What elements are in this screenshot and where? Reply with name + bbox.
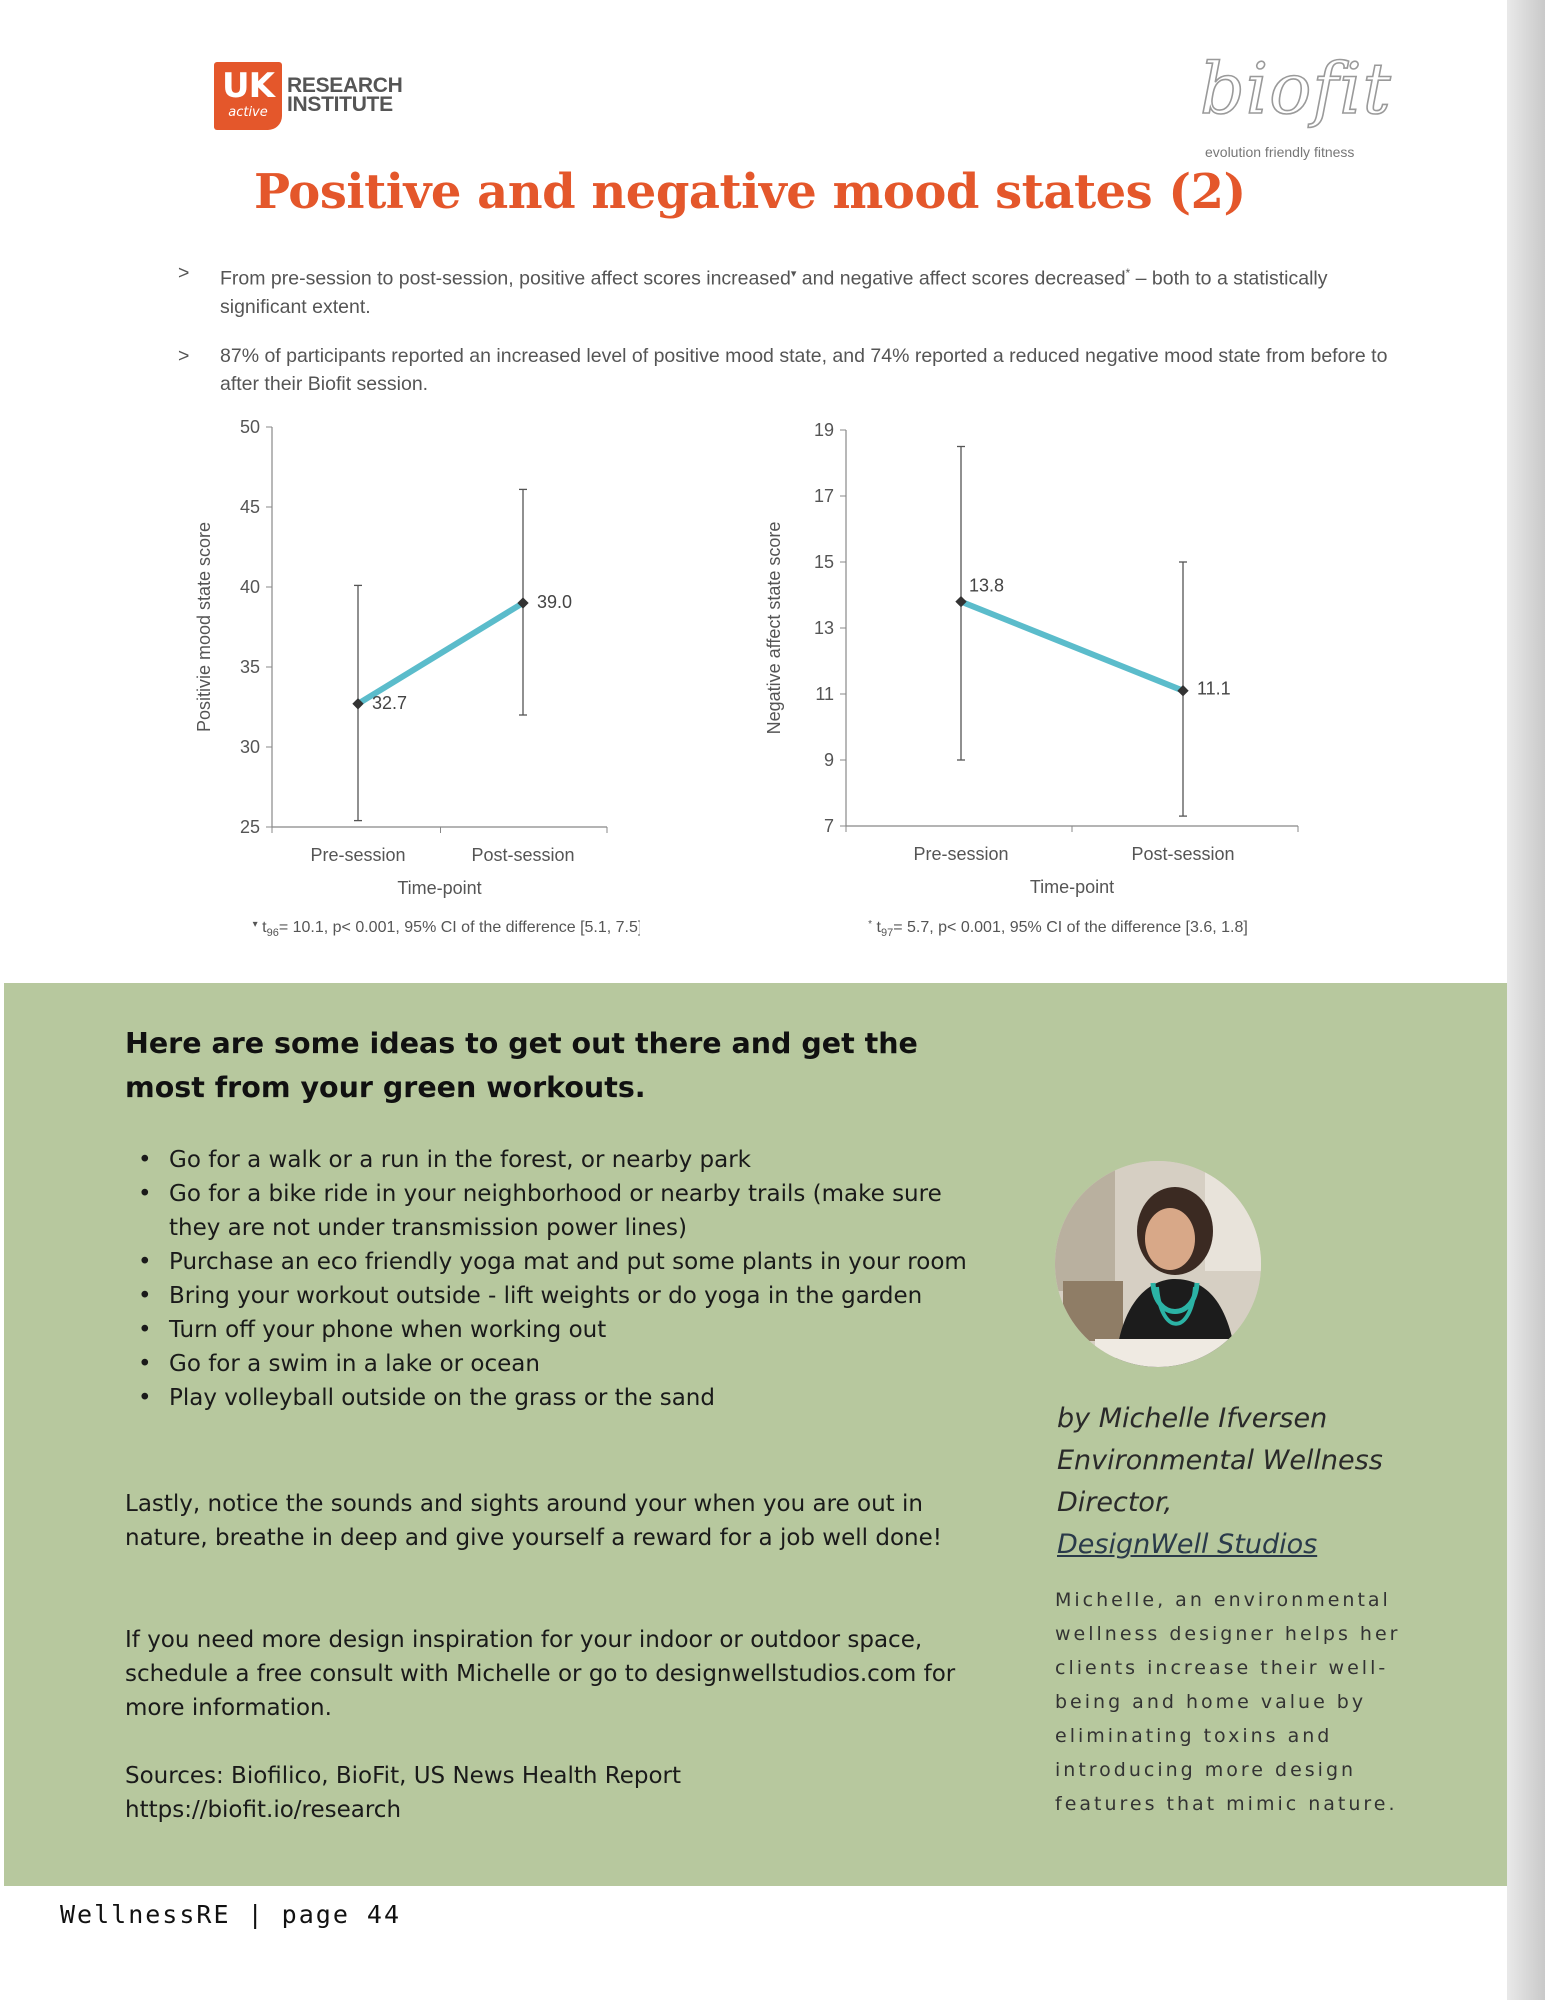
bullet-1-part-a: From pre-session to post-session, positive affect scores increased [220,267,791,290]
y-tick-label: 7 [823,816,834,836]
biofit-tagline: evolution friendly fitness [1205,144,1355,160]
chevron-marker-icon: > [178,345,190,367]
chart-footnote: * $t_{97}= 5.7$, p< 0.001, 95% CI of the difference [3.6, 1.8] [868,919,1248,939]
y-tick-label: 40 [239,577,260,597]
y-tick-label: 19 [813,420,834,440]
byline-director [1057,1482,1383,1566]
triangle-marker-icon: ▾ [790,268,797,280]
x-axis-label: Time-point [1029,877,1115,897]
page-footer: WellnessRE | page 44 [60,1900,402,1929]
chevron-marker-icon: > [178,262,190,284]
idea-item: • Purchase an eco friendly yoga mat and put some plants in your room [138,1245,998,1279]
data-label: 32.7 [372,692,408,713]
y-axis-label: Positivie mood state score [194,521,214,733]
y-tick-label: 25 [239,817,260,837]
inspiration-paragraph: If you need more design inspiration for your indoor or outdoor space, schedule a free consult with Michelle or go to designwellstudios.com for more information. [125,1627,956,1721]
y-tick-label: 30 [239,737,260,757]
y-tick-label: 35 [239,657,260,677]
biofit-logo [1200,48,1392,168]
bullet-text-2: 87% of participants reported an increased level of positive mood state, and 74% reported a reduced negative mood state from before to after their Biofit session. [220,345,1388,395]
y-tick-label: 17 [813,486,834,506]
idea-item: • Bring your workout outside - lift weights or do yoga in the garden [138,1279,998,1313]
sources-paragraph [125,1759,1005,1827]
bullet-point-1 [178,259,1398,321]
bullet-1-part-b: and negative affect scores decreased [801,267,1126,290]
bullet-1-part-c: – both to a statistically significant extent. [220,267,1328,318]
x-tick-label: Post-session [1131,844,1235,864]
x-tick-label: Pre-session [310,845,406,865]
research-link[interactable]: https://biofit.io/research [125,1797,402,1823]
uk-logo-text: UK [222,66,274,106]
bullet-point-2 [178,342,1398,398]
x-tick-label: Pre-session [913,844,1009,864]
sources-line: Sources: Biofilico, BioFit, US News Health Report [125,1763,681,1789]
designwell-studios-link[interactable]: DesignWell Studios [1057,1529,1318,1560]
y-tick-label: 45 [239,497,260,517]
idea-item: • Turn off your phone when working out [138,1313,998,1347]
chart-footnote: ▾ $t_{96}= 10.1$, p< 0.001, 95% CI of the difference [5.1, 7.5] [252,919,640,939]
series-line [961,602,1183,691]
y-tick-label: 9 [823,750,834,770]
data-label: 39.0 [537,592,573,612]
asterisk-marker-icon: * [1125,266,1131,280]
author-avatar [1055,1161,1261,1367]
negative-affect-chart [750,405,1330,945]
slide-title: Positive and negative mood states (2) [254,164,1246,220]
biofit-wordmark: biofit [1200,48,1392,130]
byline-name: by Michelle Ifversen [1057,1403,1328,1434]
series-line [358,603,523,704]
data-label: 11.1 [1197,678,1231,699]
x-tick-label: Post-session [471,845,575,865]
idea-item: • Go for a bike ride in your neighborhood or nearby trails (make sure they are not under transmission power lines) [138,1177,998,1245]
research-institute-text [287,76,402,114]
x-axis-label: Time-point [397,878,482,898]
idea-item: • Go for a swim in a lake or ocean [138,1347,998,1381]
byline-role: Environmental Wellness [1057,1445,1383,1476]
author-portrait-image [1055,1161,1261,1367]
ideas-list [138,1143,998,1415]
y-tick-label: 50 [239,417,260,437]
byline-director-prefix: Director, [1057,1487,1173,1518]
y-tick-label: 15 [813,552,834,572]
author-byline [1057,1398,1383,1566]
author-bio: Michelle, an environmental wellness designer helps her clients increase their well-being and home value by eliminating toxins and introducing more design features that mimic nature. [1055,1589,1401,1815]
y-axis-label: Negative affect state score [764,521,784,735]
ri-line1: RESEARCH [287,74,403,97]
data-label: 13.8 [969,575,1005,596]
positive-mood-chart-svg [180,405,640,945]
ri-line2: INSTITUTE [287,93,393,116]
bullet-text-1 [220,259,1398,321]
negative-affect-chart-svg [750,405,1330,945]
page-edge-shadow [1507,0,1545,2000]
ideas-heading: Here are some ideas to get out there and get the most from your green workouts. [125,1027,918,1104]
idea-item: • Play volleyball outside on the grass or the sand [138,1381,998,1415]
y-tick-label: 13 [813,618,834,638]
uk-active-logo [214,62,282,130]
y-tick-label: 11 [815,684,834,704]
positive-mood-chart [180,405,640,945]
closing-paragraph: Lastly, notice the sounds and sights around your when you are out in nature, breathe in deep and give yourself a reward for a job well done! [125,1491,942,1551]
idea-item: • Go for a walk or a run in the forest, or nearby park [138,1143,998,1177]
uk-logo-active: active [228,105,268,120]
